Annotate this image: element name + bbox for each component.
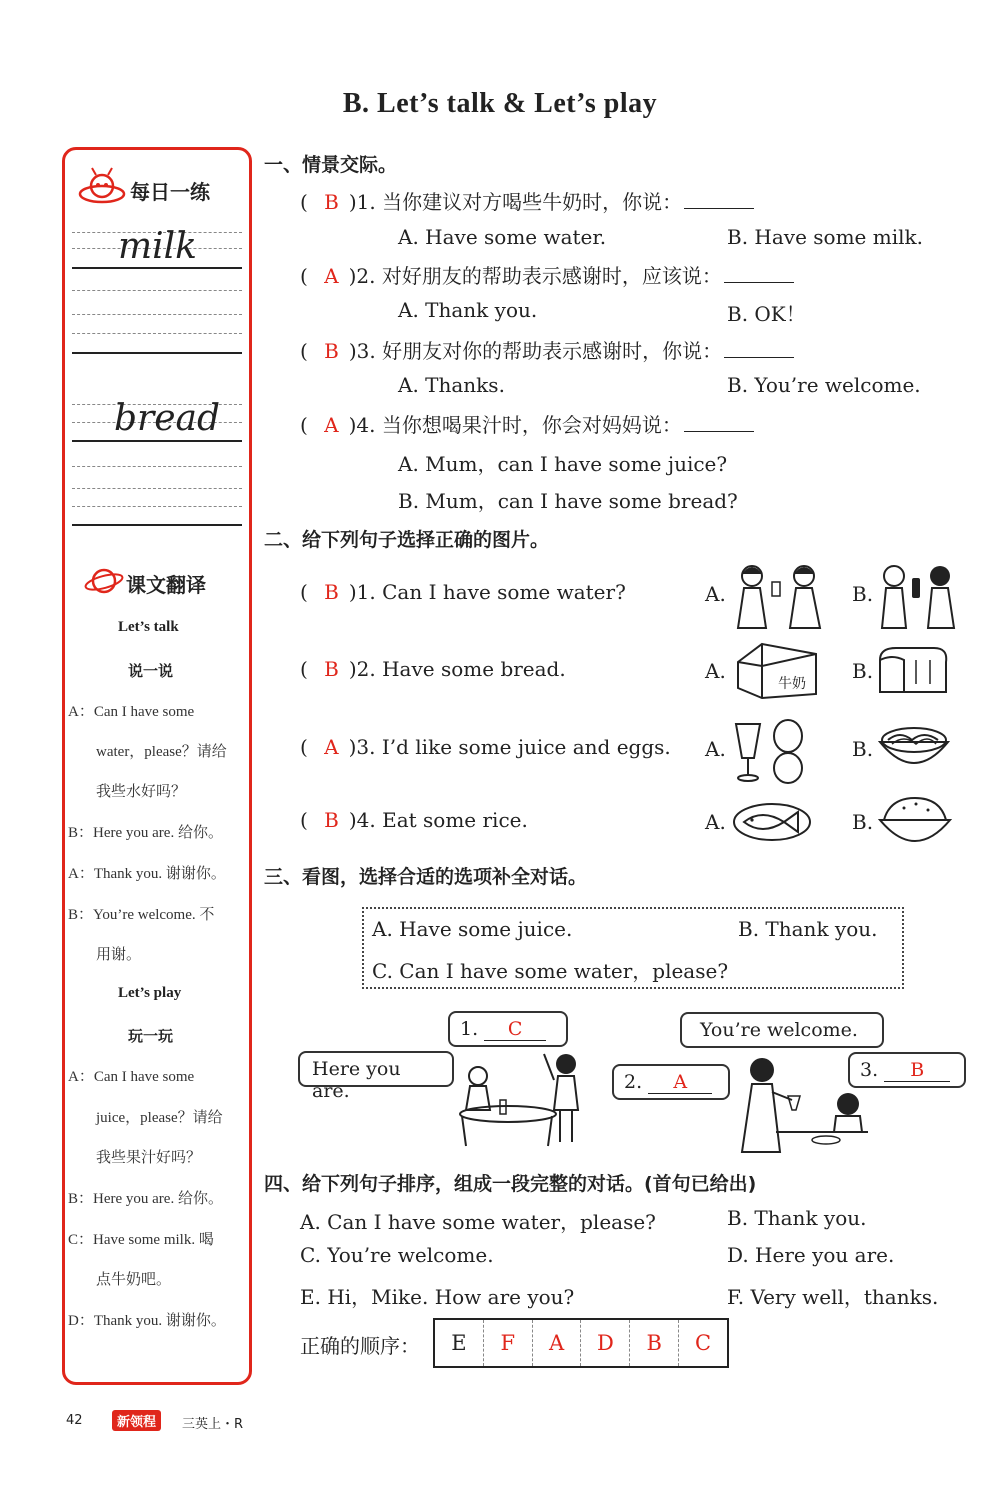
boy-girl-bottle-image xyxy=(876,560,960,632)
speech-bubble-1: 1. C xyxy=(448,1011,568,1047)
option-a: A. Thanks. xyxy=(398,373,505,397)
sentence-c: C. You’re welcome. xyxy=(300,1243,494,1267)
picture-b-label: B. xyxy=(852,582,874,606)
question-1-2: ( A )2. 对好朋友的帮助表示感谢时，应该说： xyxy=(300,260,794,289)
section1-heading: 一、情景交际。 xyxy=(264,154,398,176)
two-girls-water-image xyxy=(730,560,830,632)
question-1-3: ( B )3. 好朋友对你的帮助表示感谢时，你说： xyxy=(300,335,794,364)
picture-b-label: B. xyxy=(852,659,874,683)
order-cell: F xyxy=(484,1320,533,1366)
section4-heading: 四、给下列句子排序，组成一段完整的对话。(首句已给出) xyxy=(264,1173,757,1195)
order-label: 正确的顺序： xyxy=(300,1334,420,1358)
option-a: A. Thank you. xyxy=(398,298,538,322)
sentence-d: D. Here you are. xyxy=(727,1243,895,1267)
option-b: B. You’re welcome. xyxy=(727,373,921,397)
speech-bubble-welcome: You’re welcome. xyxy=(680,1012,884,1048)
fish-plate-image xyxy=(732,800,812,844)
page-number: 42 xyxy=(66,1413,83,1428)
milk-label: 牛奶 xyxy=(778,676,806,692)
practice-word-milk: milk xyxy=(118,226,197,267)
question-1-1: ( B )1. 当你建议对方喝些牛奶时，你说： xyxy=(300,186,754,215)
picture-b-label: B. xyxy=(852,737,874,761)
play-line: A：Can I have some xyxy=(68,1069,195,1085)
talk-line: 用谢。 xyxy=(96,947,142,963)
page-title: B. Let’s talk & Let’s play xyxy=(342,88,658,119)
question-2-4: ( B )4. Eat some rice. xyxy=(300,808,528,832)
question-1-4: ( A )4. 当你想喝果汁时，你会对妈妈说： xyxy=(300,409,754,438)
translation-heading: 课文翻译 xyxy=(126,573,206,597)
play-line: C：Have some milk. 喝 xyxy=(68,1232,214,1248)
daily-practice-heading: 每日一练 xyxy=(130,180,210,204)
grade-label: 三英上・R xyxy=(182,1417,244,1432)
bread-loaf-image xyxy=(876,640,950,698)
option-b: B. Thank you. xyxy=(738,917,878,941)
play-title: Let’s play xyxy=(118,985,182,1001)
question-2-2: ( B )2. Have some bread. xyxy=(300,657,566,681)
option-b: B. Mum，can I have some bread? xyxy=(398,489,738,513)
option-b: B. Have some milk. xyxy=(727,225,923,249)
bubble-answer-2: A xyxy=(673,1071,688,1093)
order-cell: D xyxy=(581,1320,630,1366)
play-line: juice，please？请给 xyxy=(96,1110,223,1126)
bubble-answer-1: C xyxy=(507,1018,523,1040)
rice-bowl-image xyxy=(876,792,954,854)
talk-subtitle: 说一说 xyxy=(128,664,174,680)
milk-carton-image xyxy=(732,636,822,702)
sentence-b: B. Thank you. xyxy=(727,1206,867,1230)
order-cell: B xyxy=(630,1320,679,1366)
alien-ufo-icon xyxy=(78,166,126,210)
speech-bubble-2: 2. A xyxy=(612,1064,730,1100)
talk-line: A：Thank you. 谢谢你。 xyxy=(68,866,226,882)
talk-title: Let’s talk xyxy=(118,619,179,635)
planet-icon xyxy=(84,564,124,598)
mother-child-scene-image xyxy=(736,1048,872,1158)
talk-line: water，please？请给 xyxy=(96,744,227,760)
question-2-1: ( B )1. Can I have some water? xyxy=(300,580,626,604)
section3-heading: 三、看图，选择合适的选项补全对话。 xyxy=(264,866,588,888)
picture-b-label: B. xyxy=(852,810,874,834)
talk-line: 我些水好吗？ xyxy=(96,784,187,800)
question-2-3: ( A )3. I’d like some juice and eggs. xyxy=(300,735,671,759)
option-c: C. Can I have some water，please? xyxy=(372,959,729,983)
juice-and-eggs-image xyxy=(732,714,810,786)
brand-logo: 新领程 xyxy=(112,1410,161,1431)
speech-bubble-3: 3. B xyxy=(848,1052,966,1088)
play-line: 点牛奶吧。 xyxy=(96,1272,172,1288)
order-cell: C xyxy=(695,1331,712,1355)
noodle-bowl-image xyxy=(876,718,952,778)
speech-bubble-here: Here you are. xyxy=(298,1051,454,1087)
sentence-e: E. Hi，Mike. How are you? xyxy=(300,1285,575,1309)
practice-word-bread: bread xyxy=(114,398,221,439)
option-b: B. OK！ xyxy=(727,302,806,326)
picture-a-label: A. xyxy=(705,737,726,761)
sentence-a: A. Can I have some water，please? xyxy=(300,1210,656,1234)
option-a: A. Have some juice. xyxy=(372,917,573,941)
option-a: A. Have some water. xyxy=(398,225,607,249)
play-line: D：Thank you. 谢谢你。 xyxy=(68,1313,226,1329)
play-line: B：Here you are. 给你。 xyxy=(68,1191,223,1207)
talk-line: A：Can I have some xyxy=(68,704,195,720)
kids-table-scene-image xyxy=(448,1050,608,1150)
play-subtitle: 玩一玩 xyxy=(128,1029,174,1045)
picture-a-label: A. xyxy=(705,659,726,683)
order-cell: A xyxy=(533,1320,582,1366)
section2-heading: 二、给下列句子选择正确的图片。 xyxy=(264,529,550,551)
order-cell: E xyxy=(435,1320,484,1366)
sentence-f: F. Very well，thanks. xyxy=(727,1285,939,1309)
play-line: 我些果汁好吗？ xyxy=(96,1150,202,1166)
talk-line: B：You’re welcome. 不 xyxy=(68,907,215,923)
talk-line: B：Here you are. 给你。 xyxy=(68,825,223,841)
option-a: A. Mum，can I have some juice? xyxy=(398,452,728,476)
order-answer-box xyxy=(433,1318,729,1368)
bubble-answer-3: B xyxy=(910,1059,925,1081)
picture-a-label: A. xyxy=(705,582,726,606)
picture-a-label: A. xyxy=(705,810,726,834)
